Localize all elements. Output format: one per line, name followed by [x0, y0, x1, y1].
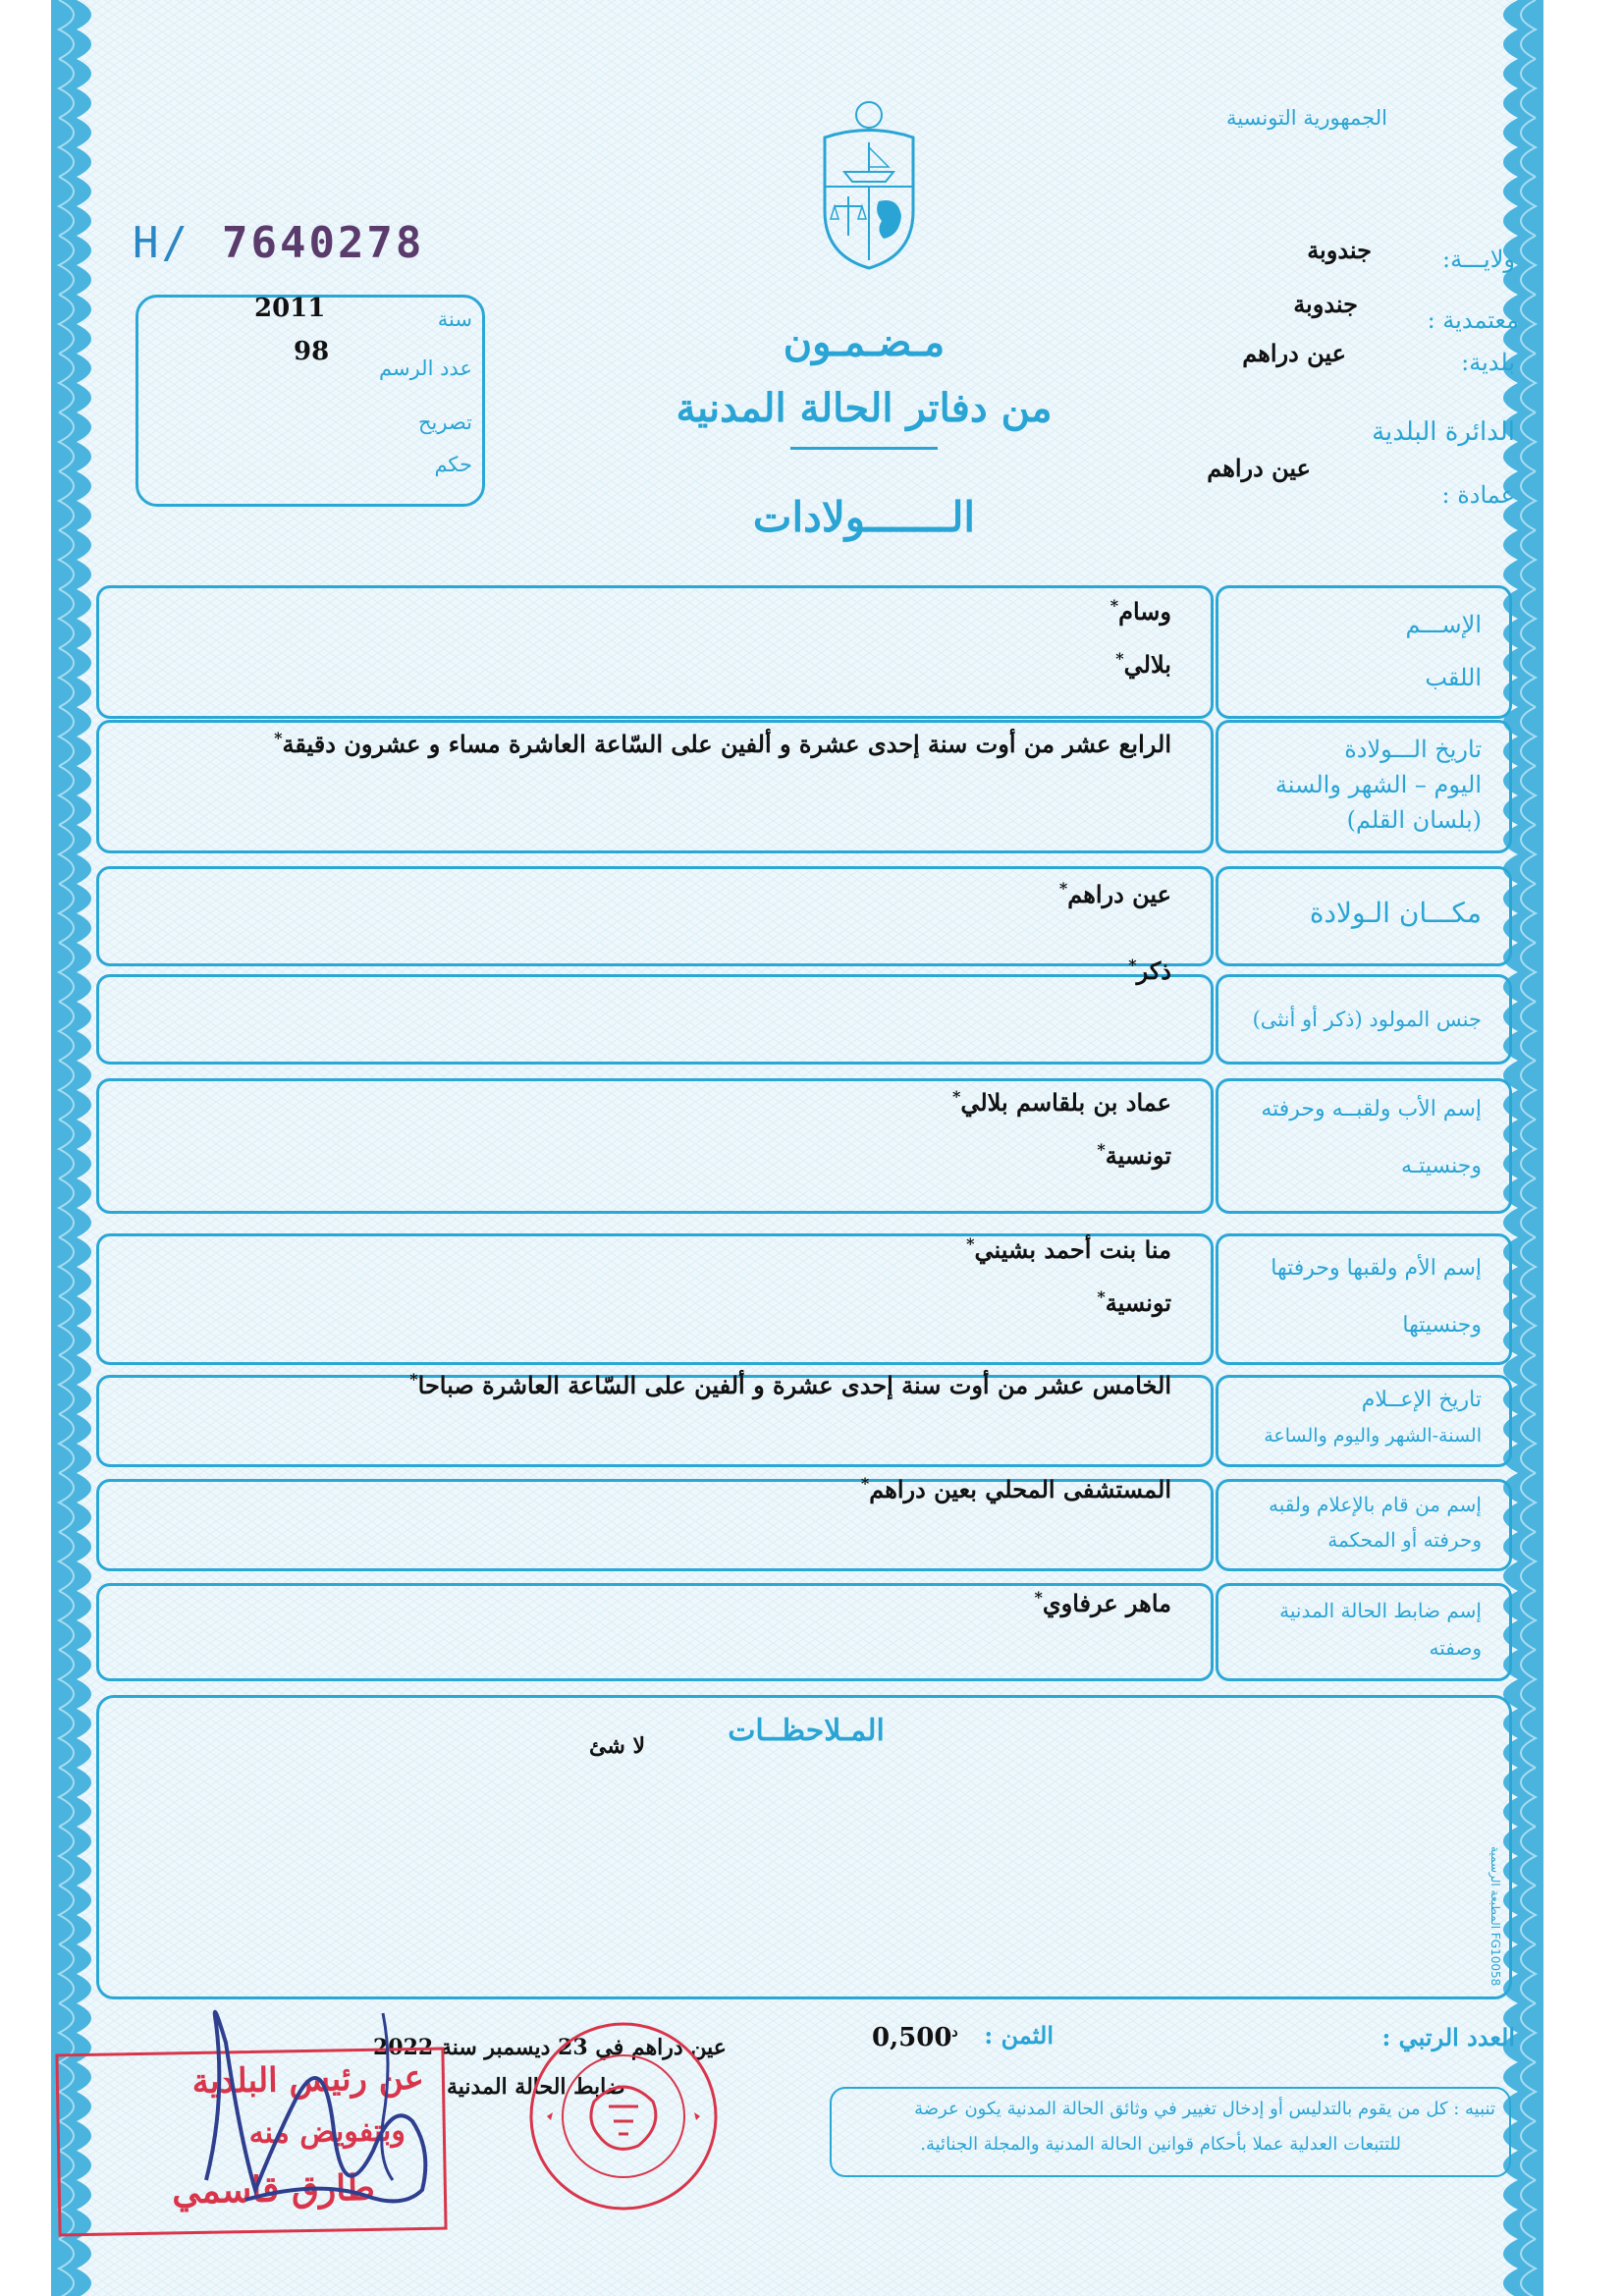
imada-value: عين دراهم: [1207, 454, 1311, 482]
warning-line-1: تنبيه : كل من يقوم بالتدليس أو إدخال تغيير في وثائق الحالة المدنية يكون عرضة: [914, 2099, 1495, 2119]
birth-place-value-box: [96, 866, 1214, 966]
father-label-1: إسم الأب ولقبــه وحرفته: [1261, 1097, 1482, 1121]
sex-label-box: [1216, 974, 1512, 1065]
father-value-box: [96, 1078, 1214, 1214]
side-print: المطبعة الرسمية FG10058: [1488, 1846, 1502, 1987]
declarant-value: المستشفى المحلي بعين دراهم*: [860, 1474, 1171, 1503]
name-label-box: [1216, 585, 1512, 719]
year-label: سنة: [437, 307, 472, 331]
warning-box: [830, 2087, 1511, 2177]
birth-date-value-box: [96, 720, 1214, 853]
mother-label-box: [1216, 1233, 1512, 1365]
number-label: عدد الرسم: [379, 356, 472, 380]
place-date-line: عين دراهم في 23 ديسمبر سنة 2022: [373, 2035, 727, 2060]
title-underline: [790, 447, 938, 450]
birth-date-label-box: [1216, 720, 1512, 853]
mother-label-1: إسم الأم ولقبها وحرفتها: [1271, 1256, 1482, 1281]
official-round-stamp: [525, 2018, 722, 2218]
declaration-date-label-1: تاريخ الإعــلام: [1361, 1388, 1482, 1412]
mutamadiya-label: معتمدية :: [1427, 306, 1519, 334]
birth-date-label-2: اليوم – الشهر والسنة: [1274, 771, 1482, 798]
baladiya-label: بلدية:: [1461, 349, 1515, 376]
price-value: $0,500^د$: [872, 2023, 958, 2052]
declarant-label-2: وحرفته أو المحكمة: [1327, 1528, 1482, 1552]
father-label-box: [1216, 1078, 1512, 1214]
coat-of-arms-icon: [805, 93, 933, 279]
stamp-line-2: وبتفويض منه: [248, 2113, 406, 2152]
father-value: عماد بن بلقاسم بلالي*: [951, 1087, 1171, 1117]
mother-nationality: تونسية*: [1097, 1287, 1171, 1317]
serial-number: [133, 218, 424, 268]
remarks-title: المـلاحظــات: [728, 1714, 885, 1748]
name-label: الإســـم: [1405, 611, 1482, 638]
birth-place-label-box: [1216, 866, 1512, 966]
officer-value-box: [96, 1583, 1214, 1681]
officer-label-2: وصفته: [1429, 1636, 1482, 1660]
sex-value: ذكر*: [1128, 956, 1171, 985]
title-line2: من دفاتر الحالة المدنية: [676, 385, 1053, 431]
daira-label: الدائرة البلدية: [1372, 417, 1515, 447]
sex-value-box: [96, 956, 1214, 1065]
baladiya-value: عين دراهم: [1242, 339, 1346, 367]
register-box: [135, 295, 485, 507]
title-line1: مـضـمـون: [783, 319, 946, 365]
declaration-date-label-2: السنة-الشهر واليوم والساعة: [1264, 1425, 1482, 1447]
title-line3: الـــــــولادات: [752, 493, 976, 541]
declaration-date-label-box: [1216, 1375, 1512, 1467]
officer-title: ضابط الحالة المدنية: [447, 2074, 625, 2100]
wilaya-label: ولايـــة:: [1441, 246, 1515, 273]
wilaya-value: جندوبة: [1307, 236, 1372, 264]
stamp-line-3: طارق قاسمي: [171, 2166, 376, 2213]
declaration-date-value: الخامس عشر من أوت سنة إحدى عشرة و ألفين على السّاعة العاشرة صباحا*: [409, 1370, 1171, 1399]
declarant-label-1: إسم من قام بالإعلام ولقبه: [1269, 1493, 1482, 1516]
imada-label: عمادة :: [1441, 481, 1515, 509]
serial-label: العدد الرتبي :: [1381, 2023, 1515, 2051]
mutamadiya-value: جندوبة: [1293, 290, 1358, 318]
surname-value: بلالي*: [1115, 649, 1171, 679]
remarks-box: [96, 1695, 1512, 1999]
number-value: 98: [294, 337, 330, 366]
declaration-label: تصريح: [417, 410, 472, 434]
mother-label-2: وجنسيتها: [1402, 1313, 1482, 1338]
warning-line-2: للتتبعات العدلية عملا بأحكام قوانين الحالة المدنية والمجلة الجنائية.: [920, 2134, 1401, 2155]
officer-label-1: إسم ضابط الحالة المدنية: [1279, 1599, 1482, 1622]
declaration-date-value-box: [96, 1370, 1214, 1467]
surname-label: اللقب: [1425, 664, 1482, 691]
judgment-label: حكم: [434, 453, 472, 476]
name-value: وسام*: [1109, 596, 1171, 626]
serial-prefix: H/: [133, 218, 190, 268]
declarant-value-box: [96, 1474, 1214, 1571]
price-label: الثمن :: [984, 2021, 1054, 2050]
officer-label-box: [1216, 1583, 1512, 1681]
name-value-box: [96, 585, 1214, 719]
birth-date-label-3: (بلسان القلم): [1346, 806, 1482, 834]
birth-place-label: مكـــان الـولادة: [1309, 897, 1482, 929]
birth-place-value: عين دراهم*: [1058, 879, 1171, 908]
year-value: 2011: [254, 294, 326, 323]
mother-value-box: [96, 1233, 1214, 1365]
declarant-label-box: [1216, 1479, 1512, 1571]
father-label-2: وجنسيتـه: [1400, 1154, 1482, 1178]
sex-label: جنس المولود (ذكر أو أنثى): [1252, 1008, 1482, 1031]
father-nationality: تونسية*: [1097, 1140, 1171, 1170]
stamp-line-1: عن رئيس البلدية: [191, 2057, 425, 2103]
serial-digits: 7640278: [221, 218, 425, 268]
officer-value: ماهر عرفاوي*: [1034, 1588, 1171, 1617]
birth-date-label-1: تاريخ الـــولادة: [1344, 736, 1482, 763]
remarks-value: لا شئ: [589, 1733, 645, 1759]
republic-label: الجمهورية التونسية: [1226, 106, 1387, 130]
mother-value: منا بنت أحمد بشيني*: [966, 1234, 1171, 1264]
birth-date-value: الرابع عشر من أوت سنة إحدى عشرة و ألفين على السّاعة العاشرة مساء و عشرون دقيقة*: [274, 729, 1171, 758]
handwritten-signature: [187, 1984, 481, 2233]
